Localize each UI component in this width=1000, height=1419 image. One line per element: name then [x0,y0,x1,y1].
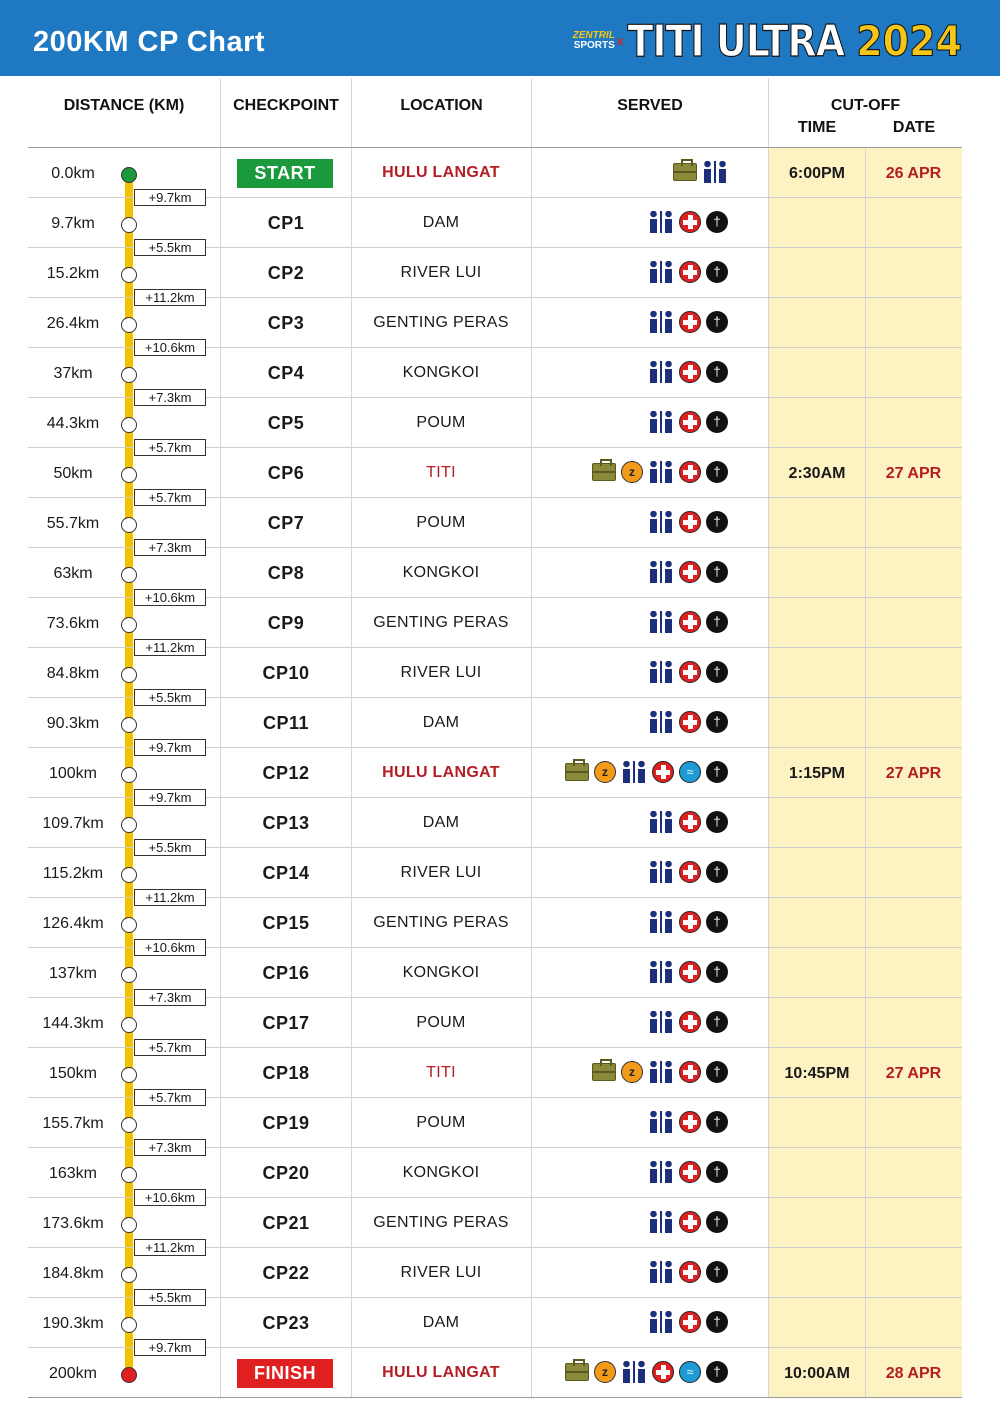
segment-distance: +7.3km [134,989,206,1006]
shower-icon: ≈ [679,761,701,783]
distance-value: 9.7km [51,215,95,232]
location-name: TITI [426,1064,456,1081]
food-icon: † [706,711,728,733]
distance-value: 84.8km [46,665,100,682]
distance-value: 137km [48,965,98,982]
served-icons [531,211,728,233]
cutoff-date: 28 APR [885,1365,942,1382]
food-icon: † [706,811,728,833]
header-time: TIME [797,119,837,136]
checkpoint-node [121,967,137,983]
food-icon: † [706,561,728,583]
cutoff-time: 10:45PM [784,1065,850,1082]
checkpoint-node [121,1117,137,1133]
toilet-icon [648,511,674,533]
served-icons [531,1311,728,1333]
served-icons [531,311,728,333]
distance-value: 26.4km [46,315,100,332]
distance-value: 150km [48,1065,98,1082]
served-icons [531,1261,728,1283]
served-icons [531,1161,728,1183]
medical-icon [679,1261,701,1283]
medical-icon [679,261,701,283]
checkpoint-node [121,367,137,383]
segment-distance: +7.3km [134,539,206,556]
medical-icon [679,661,701,683]
drop-bag-icon [565,1363,589,1381]
segment-distance: +10.6km [134,1189,206,1206]
location-name: KONGKOI [402,964,480,981]
medical-icon [679,411,701,433]
checkpoint-label: CP17 [262,1013,310,1033]
distance-value: 73.6km [46,615,100,632]
location-name: KONGKOI [402,1164,480,1181]
checkpoint-label: CP8 [267,563,305,583]
medical-icon [679,811,701,833]
checkpoint-node [121,1267,137,1283]
toilet-icon [648,461,674,483]
segment-distance: +5.5km [134,839,206,856]
served-icons [531,261,728,283]
segment-distance: +9.7km [134,789,206,806]
sleep-icon: z [594,761,616,783]
toilet-icon [648,861,674,883]
event-name: TITI ULTRA [627,15,845,67]
checkpoint-label: CP22 [262,1263,310,1283]
distance-value: 173.6km [42,1215,104,1232]
food-icon: † [706,411,728,433]
location-name: GENTING PERAS [373,614,509,631]
segment-distance: +10.6km [134,589,206,606]
header-cutoff: CUT-OFF [830,97,901,114]
checkpoint-node [121,1217,137,1233]
checkpoint-label: CP16 [262,963,310,983]
checkpoint-node [121,467,137,483]
toilet-icon [648,1261,674,1283]
toilet-icon [648,261,674,283]
food-icon: † [706,661,728,683]
toilet-icon [648,311,674,333]
medical-icon [679,1011,701,1033]
served-icons [531,561,728,583]
cutoff-time: 6:00PM [788,165,846,182]
logo-x: x [616,34,624,48]
checkpoint-node [121,1067,137,1083]
checkpoint-node [121,667,137,683]
location-name: GENTING PERAS [373,1214,509,1231]
page-title: 200KM CP Chart [33,26,266,58]
checkpoint-label: CP3 [267,313,305,333]
segment-distance: +7.3km [134,1139,206,1156]
location-name: RIVER LUI [400,264,482,281]
segment-distance: +5.7km [134,489,206,506]
distance-value: 100km [48,765,98,782]
checkpoint-label: CP13 [262,813,310,833]
location-name: POUM [416,1114,466,1131]
toilet-icon [648,1011,674,1033]
served-icons [531,1361,728,1383]
checkpoint-label: CP18 [262,1063,310,1083]
food-icon: † [706,911,728,933]
toilet-icon [648,1161,674,1183]
medical-icon [679,461,701,483]
served-icons [531,761,728,783]
medical-icon [652,761,674,783]
served-icons [531,461,728,483]
location-name: RIVER LUI [400,864,482,881]
toilet-icon [621,761,647,783]
checkpoint-label: CP10 [262,663,310,683]
food-icon: † [706,1211,728,1233]
checkpoint-node [121,1017,137,1033]
cutoff-time: 2:30AM [788,465,846,482]
food-icon: † [706,861,728,883]
header-checkpoint: CHECKPOINT [233,97,339,114]
served-icons [531,711,728,733]
food-icon: † [706,461,728,483]
checkpoint-node [121,217,137,233]
drop-bag-icon [592,463,616,481]
served-icons [531,661,728,683]
served-icons [531,1011,728,1033]
food-icon: † [706,611,728,633]
location-name: RIVER LUI [400,1264,482,1281]
segment-distance: +10.6km [134,939,206,956]
drop-bag-icon [673,163,697,181]
finish-badge: FINISH [237,1359,333,1388]
toilet-icon [648,211,674,233]
served-icons [531,611,728,633]
checkpoint-label: CP9 [267,613,305,633]
medical-icon [679,361,701,383]
distance-value: 190.3km [42,1315,104,1332]
location-name: DAM [422,214,460,231]
toilet-icon [648,1311,674,1333]
medical-icon [679,1111,701,1133]
medical-icon [679,861,701,883]
checkpoint-label: CP21 [262,1213,310,1233]
medical-icon [679,1311,701,1333]
food-icon: † [706,1261,728,1283]
header-location: LOCATION [400,97,483,114]
segment-distance: +5.5km [134,239,206,256]
segment-distance: +10.6km [134,339,206,356]
cutoff-time: 10:00AM [784,1365,850,1382]
toilet-icon [648,961,674,983]
food-icon: † [706,511,728,533]
medical-icon [679,1061,701,1083]
drop-bag-icon [565,763,589,781]
toilet-icon [648,711,674,733]
medical-icon [679,1211,701,1233]
checkpoint-label: CP1 [267,213,305,233]
distance-value: 44.3km [46,415,100,432]
distance-value: 37km [53,365,93,382]
food-icon: † [706,311,728,333]
food-icon: † [706,261,728,283]
checkpoint-label: CP2 [267,263,305,283]
segment-distance: +11.2km [134,289,206,306]
served-icons [531,1061,728,1083]
checkpoint-node [121,167,137,183]
medical-icon [679,1161,701,1183]
checkpoint-label: CP6 [267,463,305,483]
checkpoint-node [121,867,137,883]
distance-value: 90.3km [46,715,100,732]
location-name: POUM [416,1014,466,1031]
segment-distance: +5.7km [134,439,206,456]
toilet-icon [648,1061,674,1083]
food-icon: † [706,1161,728,1183]
served-icons [531,911,728,933]
toilet-icon [648,411,674,433]
medical-icon [652,1361,674,1383]
toilet-icon [648,611,674,633]
checkpoint-node [121,1317,137,1333]
segment-distance: +5.7km [134,1089,206,1106]
distance-value: 50km [53,465,93,482]
checkpoint-label: CP7 [267,513,305,533]
checkpoint-node [121,417,137,433]
distance-value: 200km [48,1365,98,1382]
location-name: RIVER LUI [400,664,482,681]
cutoff-date: 27 APR [885,765,942,782]
food-icon: † [706,361,728,383]
checkpoint-node [121,567,137,583]
distance-value: 115.2km [42,865,104,882]
segment-distance: +5.7km [134,1039,206,1056]
segment-distance: +7.3km [134,389,206,406]
event-year: 2024 [856,16,962,66]
checkpoint-label: CP12 [262,763,310,783]
served-icons [531,961,728,983]
header-distance: DISTANCE (KM) [63,97,185,114]
food-icon: † [706,1061,728,1083]
location-name: DAM [422,814,460,831]
checkpoint-label: CP15 [262,913,310,933]
medical-icon [679,211,701,233]
location-name: KONGKOI [402,364,480,381]
location-name: POUM [416,514,466,531]
location-name: HULU LANGAT [382,164,500,181]
location-name: POUM [416,414,466,431]
distance-value: 144.3km [42,1015,104,1032]
start-badge: START [237,159,333,188]
food-icon: † [706,1011,728,1033]
drop-bag-icon [592,1063,616,1081]
location-name: KONGKOI [402,564,480,581]
event-logo [572,15,962,67]
checkpoint-label: CP19 [262,1113,310,1133]
served-icons [531,361,728,383]
served-icons [531,811,728,833]
served-icons [531,511,728,533]
toilet-icon [648,811,674,833]
checkpoint-node [121,1167,137,1183]
cutoff-time: 1:15PM [788,765,846,782]
checkpoint-node [121,617,137,633]
segment-distance: +9.7km [134,1339,206,1356]
checkpoint-node [121,817,137,833]
checkpoint-label: CP11 [262,713,310,733]
cutoff-date: 27 APR [885,465,942,482]
food-icon: † [706,1361,728,1383]
toilet-icon [648,661,674,683]
medical-icon [679,961,701,983]
distance-value: 63km [53,565,93,582]
served-icons [531,861,728,883]
segment-distance: +5.5km [134,689,206,706]
toilet-icon [621,1361,647,1383]
segment-distance: +9.7km [134,189,206,206]
checkpoint-label: CP14 [262,863,310,883]
segment-distance: +9.7km [134,739,206,756]
location-name: DAM [422,1314,460,1331]
distance-value: 163km [48,1165,98,1182]
checkpoint-node [121,317,137,333]
toilet-icon [648,911,674,933]
distance-value: 0.0km [51,165,95,182]
checkpoint-label: CP4 [267,363,305,383]
checkpoint-node [121,917,137,933]
header-served: SERVED [617,97,683,114]
served-icons [531,1211,728,1233]
food-icon: † [706,211,728,233]
segment-distance: +11.2km [134,639,206,656]
served-icons [531,411,728,433]
distance-value: 55.7km [46,515,100,532]
checkpoint-label: CP5 [267,413,305,433]
sleep-icon: z [621,461,643,483]
sponsor-logo: ZENTRIL SPORTS [572,30,615,51]
food-icon: † [706,1111,728,1133]
toilet-icon [648,561,674,583]
medical-icon [679,511,701,533]
location-name: HULU LANGAT [382,764,500,781]
toilet-icon [648,1111,674,1133]
distance-value: 15.2km [46,265,100,282]
checkpoint-label: CP20 [262,1163,310,1183]
served-icons [531,1111,728,1133]
food-icon: † [706,761,728,783]
distance-value: 109.7km [42,815,104,832]
checkpoint-node [121,717,137,733]
shower-icon: ≈ [679,1361,701,1383]
medical-icon [679,911,701,933]
location-name: GENTING PERAS [373,914,509,931]
segment-distance: +11.2km [134,1239,206,1256]
medical-icon [679,711,701,733]
checkpoint-node [121,767,137,783]
header-date: DATE [892,119,936,136]
checkpoint-node [121,517,137,533]
distance-value: 155.7km [42,1115,104,1132]
medical-icon [679,611,701,633]
cutoff-date: 26 APR [885,165,942,182]
segment-distance: +11.2km [134,889,206,906]
medical-icon [679,561,701,583]
medical-icon [679,311,701,333]
sleep-icon: z [594,1361,616,1383]
food-icon: † [706,1311,728,1333]
cutoff-date: 27 APR [885,1065,942,1082]
location-name: GENTING PERAS [373,314,509,331]
location-name: TITI [426,464,456,481]
distance-value: 126.4km [42,915,104,932]
checkpoint-label: CP23 [262,1313,310,1333]
checkpoint-node [121,267,137,283]
checkpoint-node [121,1367,137,1383]
row-divider [28,1397,962,1398]
sleep-icon: z [621,1061,643,1083]
distance-value: 184.8km [42,1265,104,1282]
toilet-icon [702,161,728,183]
segment-distance: +5.5km [134,1289,206,1306]
toilet-icon [648,1211,674,1233]
header-bar [0,0,1000,76]
location-name: DAM [422,714,460,731]
location-name: HULU LANGAT [382,1364,500,1381]
toilet-icon [648,361,674,383]
served-icons [531,161,728,183]
food-icon: † [706,961,728,983]
